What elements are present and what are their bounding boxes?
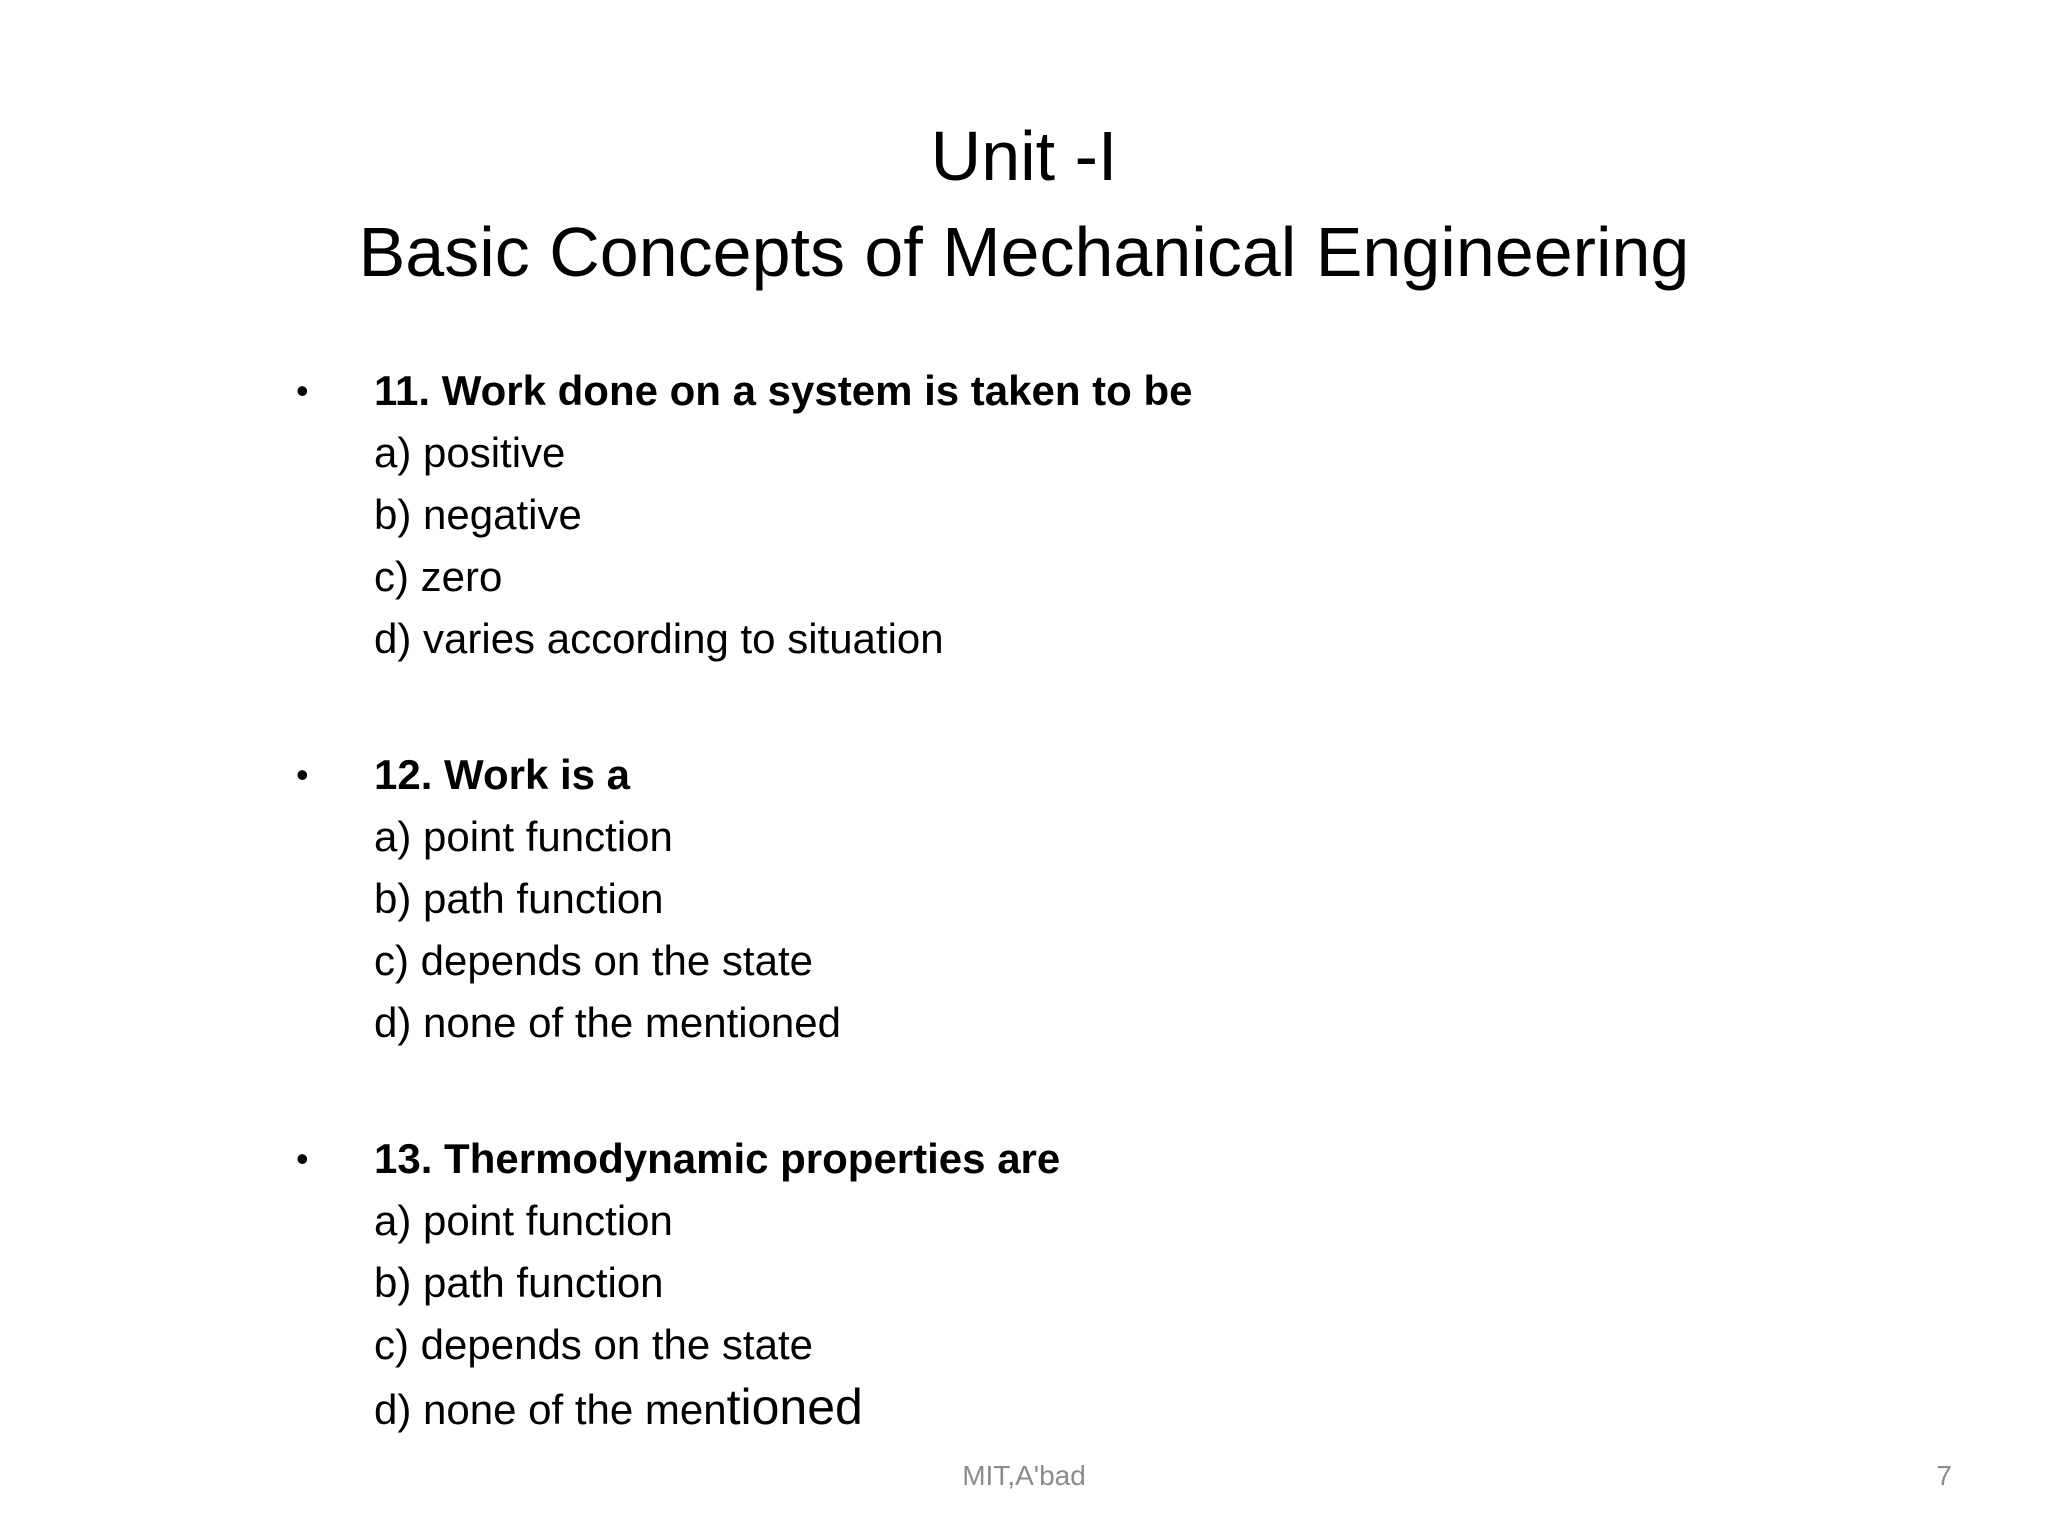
option-d-end: tioned [726, 1379, 863, 1435]
option-c: c) depends on the state [374, 937, 813, 984]
option-a: a) point function [374, 813, 673, 860]
bullet-icon: • [296, 370, 309, 411]
option-d-start: d) none of the men [374, 1386, 727, 1433]
option-b: b) path function [374, 875, 664, 922]
slide-title [0, 108, 2048, 300]
option-a: a) positive [374, 429, 566, 476]
option-a: a) point function [374, 1197, 673, 1244]
title-line-2: Basic Concepts of Mechanical Engineering [358, 213, 1690, 291]
question-text: 11. Work done on a system is taken to be [374, 367, 1193, 414]
title-line-1: Unit -I [930, 117, 1118, 195]
page-number: 7 [1936, 1460, 1952, 1491]
question-text: 13. Thermodynamic properties are [374, 1135, 1061, 1182]
option-d: d) none of the mentioned [374, 999, 842, 1046]
option-b: b) path function [374, 1259, 664, 1306]
option-d [374, 1376, 1060, 1441]
bullet-icon: • [296, 754, 309, 795]
footer-text: MIT,A'bad [962, 1460, 1086, 1491]
question-text: 12. Work is a [374, 751, 631, 798]
option-c: c) zero [374, 553, 503, 600]
bullet-icon: • [296, 1138, 309, 1179]
option-b: b) negative [374, 491, 582, 538]
option-d: d) varies according to situation [374, 615, 944, 662]
option-c: c) depends on the state [374, 1321, 813, 1368]
